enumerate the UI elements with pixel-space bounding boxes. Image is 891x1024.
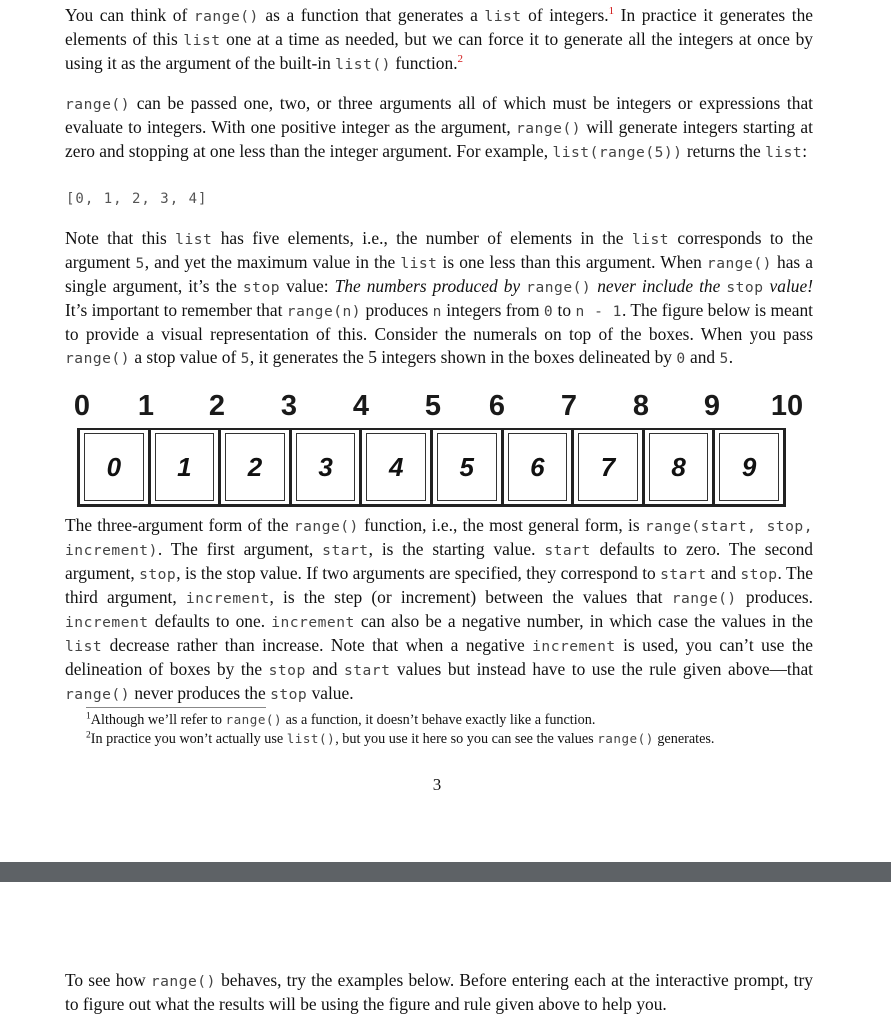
- footnote-rule: [86, 707, 266, 708]
- figure-numeral: 4: [352, 390, 370, 422]
- footnote-ref-2[interactable]: 2: [457, 53, 464, 66]
- figure-box: 3: [292, 430, 363, 504]
- paragraph-range-arguments: range() can be passed one, two, or three arguments all of which must be integers or expressions that evaluate to integers. With one positive integer as the argument, range() will generate integers starting at zero and stopping at one less than the integer argument. For example, list(range(5)) returns the list:: [65, 93, 813, 161]
- code-output: [0, 1, 2, 3, 4]: [66, 191, 208, 207]
- figure-numeral: 3: [280, 390, 298, 422]
- figure-numeral: 10: [770, 390, 804, 422]
- figure-box: 2: [221, 430, 292, 504]
- page-number: 3: [432, 775, 442, 794]
- figure-boxes: [77, 428, 786, 507]
- figure-box: 9: [715, 430, 783, 504]
- paragraph-three-argument: The three-argument form of the range() function, i.e., the most general form, is range(start, stop, increment). The first argument, start, is the starting value. start defaults to zero. The second argument, stop, is the stop value. If two arguments are specified, they correspond to start and stop. The third argument, increment, is the step (or increment) between the values that range() produces. increment defaults to one. increment can also be a negative number, in which case the values in the list decrease rather than increase. Note that when a negative increment is used, you can’t use the delineation of boxes by the stop and start values but instead have to use the rule given above—that range() never produces the stop value.: [65, 515, 814, 703]
- paragraph-stop-value: Note that this list has five elements, i.e., the number of elements in the list corresponds to the argument 5, and yet the maximum value in the list is one less than this argument. When range() has a single argument, it’s the stop value: The numbers produced by range() never include the stop value! It’s important to remember that range(n) produces n integers from 0 to n - 1. The figure below is meant to provide a visual representation of this. Consider the numerals on top of the boxes. When you pass range() a stop value of 5, it generates the 5 integers shown in the boxes delineated by 0 and 5.: [65, 228, 813, 367]
- figure-numeral: 5: [424, 390, 442, 422]
- figure-box: 5: [433, 430, 504, 504]
- figure-numeral: 7: [560, 390, 578, 422]
- figure-box: 1: [151, 430, 222, 504]
- figure-box: 0: [80, 430, 151, 504]
- footnote-2: $^2$In practice you won’t actually use list(), but you use it here so you can see the values range() generates.: [86, 730, 715, 747]
- figure-numeral: 2: [208, 390, 226, 422]
- page-separator: [0, 862, 891, 882]
- footnote-1: $^1$Although we’ll refer to range() as a function, it doesn’t behave exactly like a function.: [86, 711, 596, 728]
- figure-top-numerals: [0, 390, 891, 426]
- next-page: [0, 882, 891, 1024]
- figure-numeral: 9: [703, 390, 721, 422]
- footnote-ref-1[interactable]: 1: [608, 5, 615, 18]
- figure-numeral: 8: [632, 390, 650, 422]
- figure-box: 6: [504, 430, 575, 504]
- paragraph-try-examples: To see how range() behaves, try the examples below. Before entering each at the interactive prompt, try to figure out what the results will be using the figure and rule given above to help you.: [65, 970, 813, 1014]
- figure-box: 4: [362, 430, 433, 504]
- paragraph-intro: You can think of range() as a function that generates a list of integers.$^1$ In practice it generates the elements of this list one at a time as needed, but we can force it to generate all the integers at once by using it as the argument of the built-in list() function.$^2$: [65, 5, 813, 73]
- figure-numeral: 0: [73, 390, 91, 422]
- figure-box: 7: [574, 430, 645, 504]
- figure-box: 8: [645, 430, 716, 504]
- figure-numeral: 1: [137, 390, 155, 422]
- figure-numeral: 6: [488, 390, 506, 422]
